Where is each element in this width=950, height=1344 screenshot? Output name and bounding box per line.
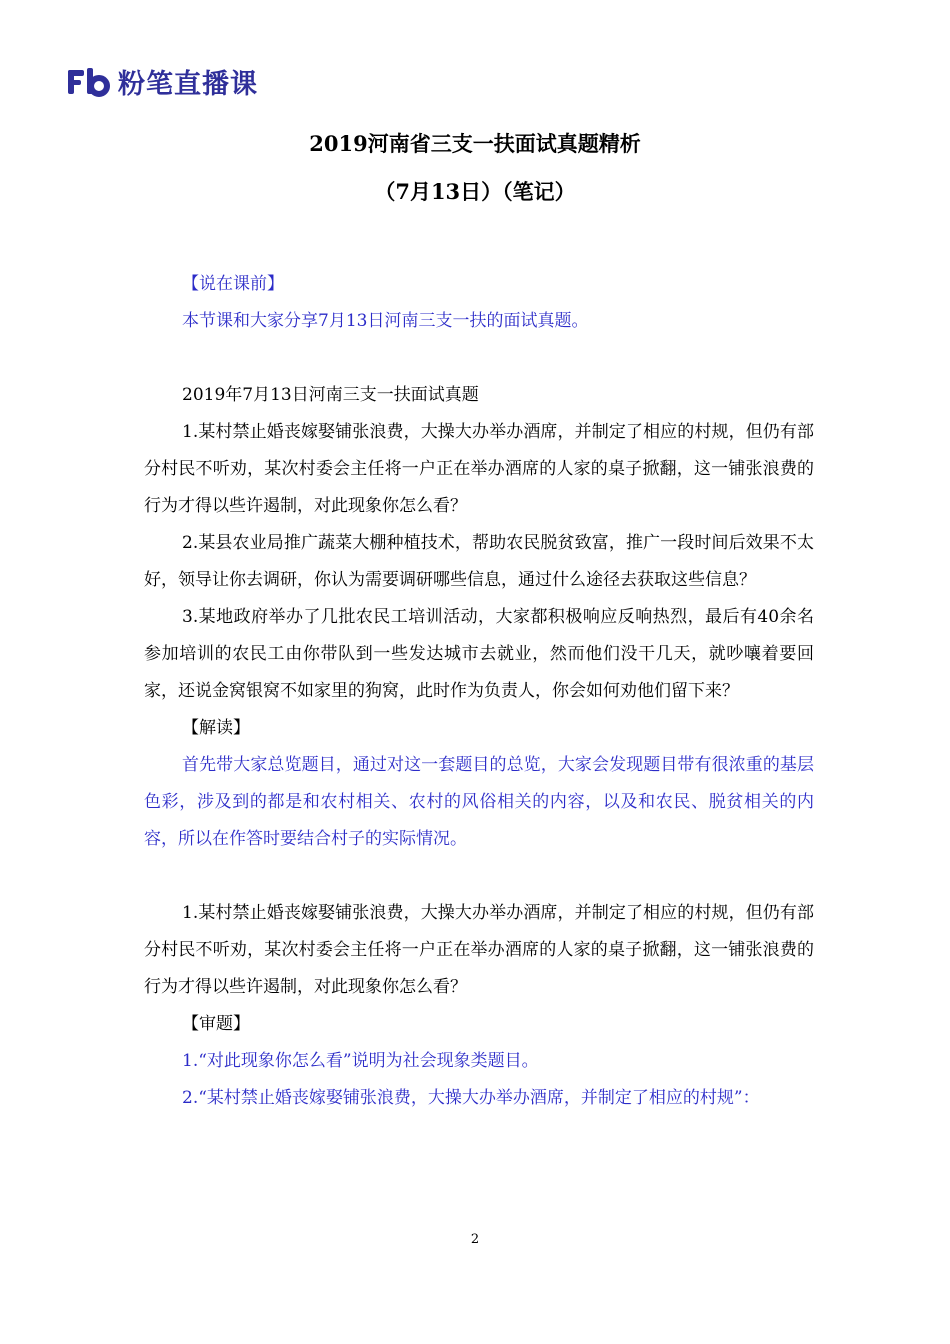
question-1: 1.某村禁止婚丧嫁娶铺张浪费，大操大办举办酒席，并制定了相应的村规，但仍有部分村民不听劝，某次村委会主任将一户正在举办酒席的人家的桌子掀翻，这一铺张浪费的行为才得以些许遏制，对此现象你怎么看？	[144, 422, 814, 516]
exam-heading: 2019年7月13日河南三支一扶面试真题	[182, 385, 479, 405]
document-title: 2019河南省三支一扶面试真题精析	[309, 131, 641, 156]
analysis-heading: 【解读】	[182, 718, 250, 738]
question-3: 3.某地政府举办了几批农民工培训活动，大家都积极响应反响热烈，最后有40余名参加培训的农民工由你带队到一些发达城市去就业，然而他们没干几天，就吵嚷着要回家，还说金窝银窝不如家里的狗窝，此时作为负责人，你会如何劝他们留下来？	[144, 607, 814, 701]
review-point-2: 2.“某村禁止婚丧嫁娶铺张浪费，大操大办举办酒席，并制定了相应的村规”：	[182, 1088, 760, 1108]
document-body	[144, 266, 814, 1117]
intro-heading: 【说在课前】	[182, 274, 284, 294]
document-subtitle: （7月13日）（笔记）	[374, 179, 576, 204]
question-2: 2.某县农业局推广蔬菜大棚种植技术，帮助农民脱贫致富，推广一段时间后效果不太好，领导让你去调研，你认为需要调研哪些信息，通过什么途径去获取这些信息？	[144, 533, 814, 590]
review-point-1: 1.“对此现象你怎么看”说明为社会现象类题目。	[182, 1051, 539, 1071]
review-heading: 【审题】	[182, 1014, 250, 1034]
logo-text: 粉笔直播课	[118, 69, 258, 100]
analysis-text: 首先带大家总览题目，通过对这一套题目的总览，大家会发现题目带有很浓重的基层色彩，涉及到的都是和农村相关、农村的风俗相关的内容，以及和农民、脱贫相关的内容，所以在作答时要结合村子的实际情况。	[144, 755, 814, 849]
brand-logo	[66, 62, 258, 101]
question-1-repeat: 1.某村禁止婚丧嫁娶铺张浪费，大操大办举办酒席，并制定了相应的村规，但仍有部分村民不听劝，某次村委会主任将一户正在举办酒席的人家的桌子掀翻，这一铺张浪费的行为才得以些许遏制，对此现象你怎么看？	[144, 903, 814, 997]
page-number: 2	[470, 1232, 480, 1247]
intro-text: 本节课和大家分享7月13日河南三支一扶的面试真题。	[182, 311, 589, 331]
fb-logo-icon	[66, 65, 110, 99]
